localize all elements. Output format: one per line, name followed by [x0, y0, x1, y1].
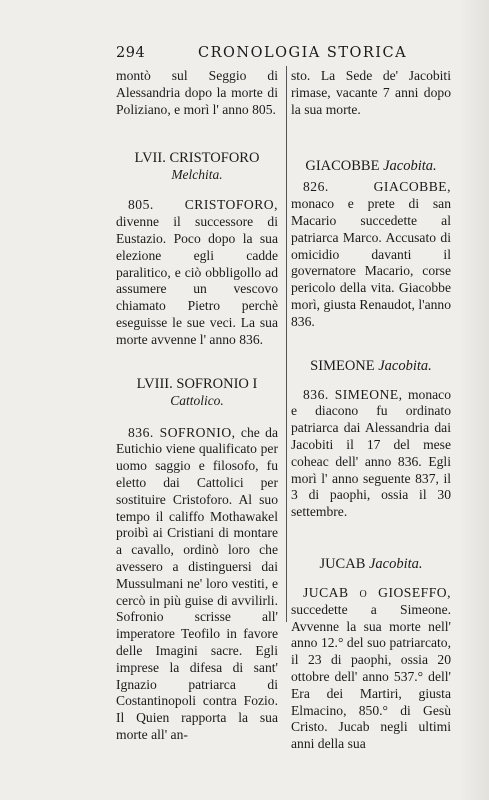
- running-header: [116, 45, 456, 67]
- section-heading-cristoforo: [116, 149, 278, 183]
- heading-text: LVIII. SOFRONIO I: [136, 375, 258, 392]
- entry-cristoforo: [116, 197, 278, 348]
- section-heading-sofronio: [116, 375, 278, 409]
- heading-subtitle: Cattolico.: [170, 392, 224, 408]
- entry-lead: 805. CRISTOFORO,: [128, 197, 278, 213]
- heading-subtitle: Jacobita.: [383, 158, 437, 175]
- page-edge-shadow: [459, 0, 489, 800]
- section-heading-simeone: [291, 357, 451, 375]
- right-column: [291, 68, 451, 753]
- heading-text: LVII. CRISTOFORO: [134, 150, 260, 167]
- entry-sofronio: [116, 425, 278, 744]
- entry-giacobbe: [291, 179, 451, 330]
- heading-subtitle: Jacobita.: [378, 357, 432, 374]
- entry-lead: JUCAB o GIOSEFFO,: [303, 584, 451, 600]
- entry-body: che da Eutichio viene qualificato per uomo saggio e filosofo, fu eletto dai Cattolici per sostituire Cristoforo. Al suo tempo il califfo Mothawakel proibì ai Cristiani di montare a cavallo, ordinò loro che avessero a distinguersi dai Mussulmani ne' loro vestiti, e cercò in più guise di avvilirli. Sofronio scrisse all' imperatore Teofilo in favore delle Imagini sacre. Egli imprese la difesa di sant' Ignazio patriarca di Costantinopoli contra Fozio. Il Quien rapporta la sua morte all' an-: [116, 424, 278, 742]
- entry-jucab: [291, 585, 451, 753]
- heading-text: JUCAB: [319, 555, 366, 572]
- entry-body: divenne il successore di Eustazio. Poco dopo la sua elezione egli cadde paralitico, e ciò obbligollo ad assumere un vescovo chiamato Pietro perchè eseguisse le sue veci. La sua morte avvenne l' anno 836.: [116, 214, 278, 347]
- heading-subtitle: Jacobita.: [369, 555, 423, 572]
- column-divider: [286, 66, 287, 622]
- entry-body: monaco e diacono fu ordinato patriarca dai Alessandria dai Jacobiti il 17 del mese coheac dell' anno 836. Egli morì l' anno seguente 837, il 3 di paophi, ossia il 30 settembre.: [291, 386, 451, 520]
- entry-simeone: [291, 387, 451, 521]
- entry-lead: 836. SIMEONE,: [303, 386, 403, 402]
- section-heading-jucab: [291, 555, 451, 573]
- entry-lead: 826. GIACOBBE,: [303, 179, 451, 195]
- right-intro-text: sto. La Sede de' Jacobiti rimase, vacante 7 anni dopo la sua morte.: [291, 68, 451, 117]
- heading-text: GIACOBBE: [305, 158, 380, 175]
- entry-body: monaco e prete di san Macario succedette al patriarca Marco. Accusato di omicidio davanti il governatore Macario, corse pericolo della vita. Giacobbe morì, giusta Renaudot, l'anno 836.: [291, 196, 451, 329]
- page-number: 294: [116, 45, 146, 61]
- left-column: [116, 68, 278, 744]
- entry-lead: 836. SOFRONIO,: [128, 424, 236, 440]
- entry-body: succedette a Simeone. Avvenne la sua morte nell' anno 12.° del suo patriarcato, il 23 di paophi, ossia 20 ottobre dell' anno 537.° dell' Era dei Martiri, giusta Elmacino, 850.° di Gesù Cristo. Jucab negli ultimi anni della sua: [291, 601, 451, 752]
- left-intro-text: montò sul Seggio di Alessandria dopo la morte di Poliziano, e morì l' anno 805.: [116, 68, 278, 117]
- section-heading-giacobbe: [291, 157, 451, 175]
- running-title: CRONOLOGIA STORICA: [198, 45, 408, 61]
- heading-subtitle: Melchita.: [171, 167, 223, 183]
- heading-text: SIMEONE: [310, 357, 375, 374]
